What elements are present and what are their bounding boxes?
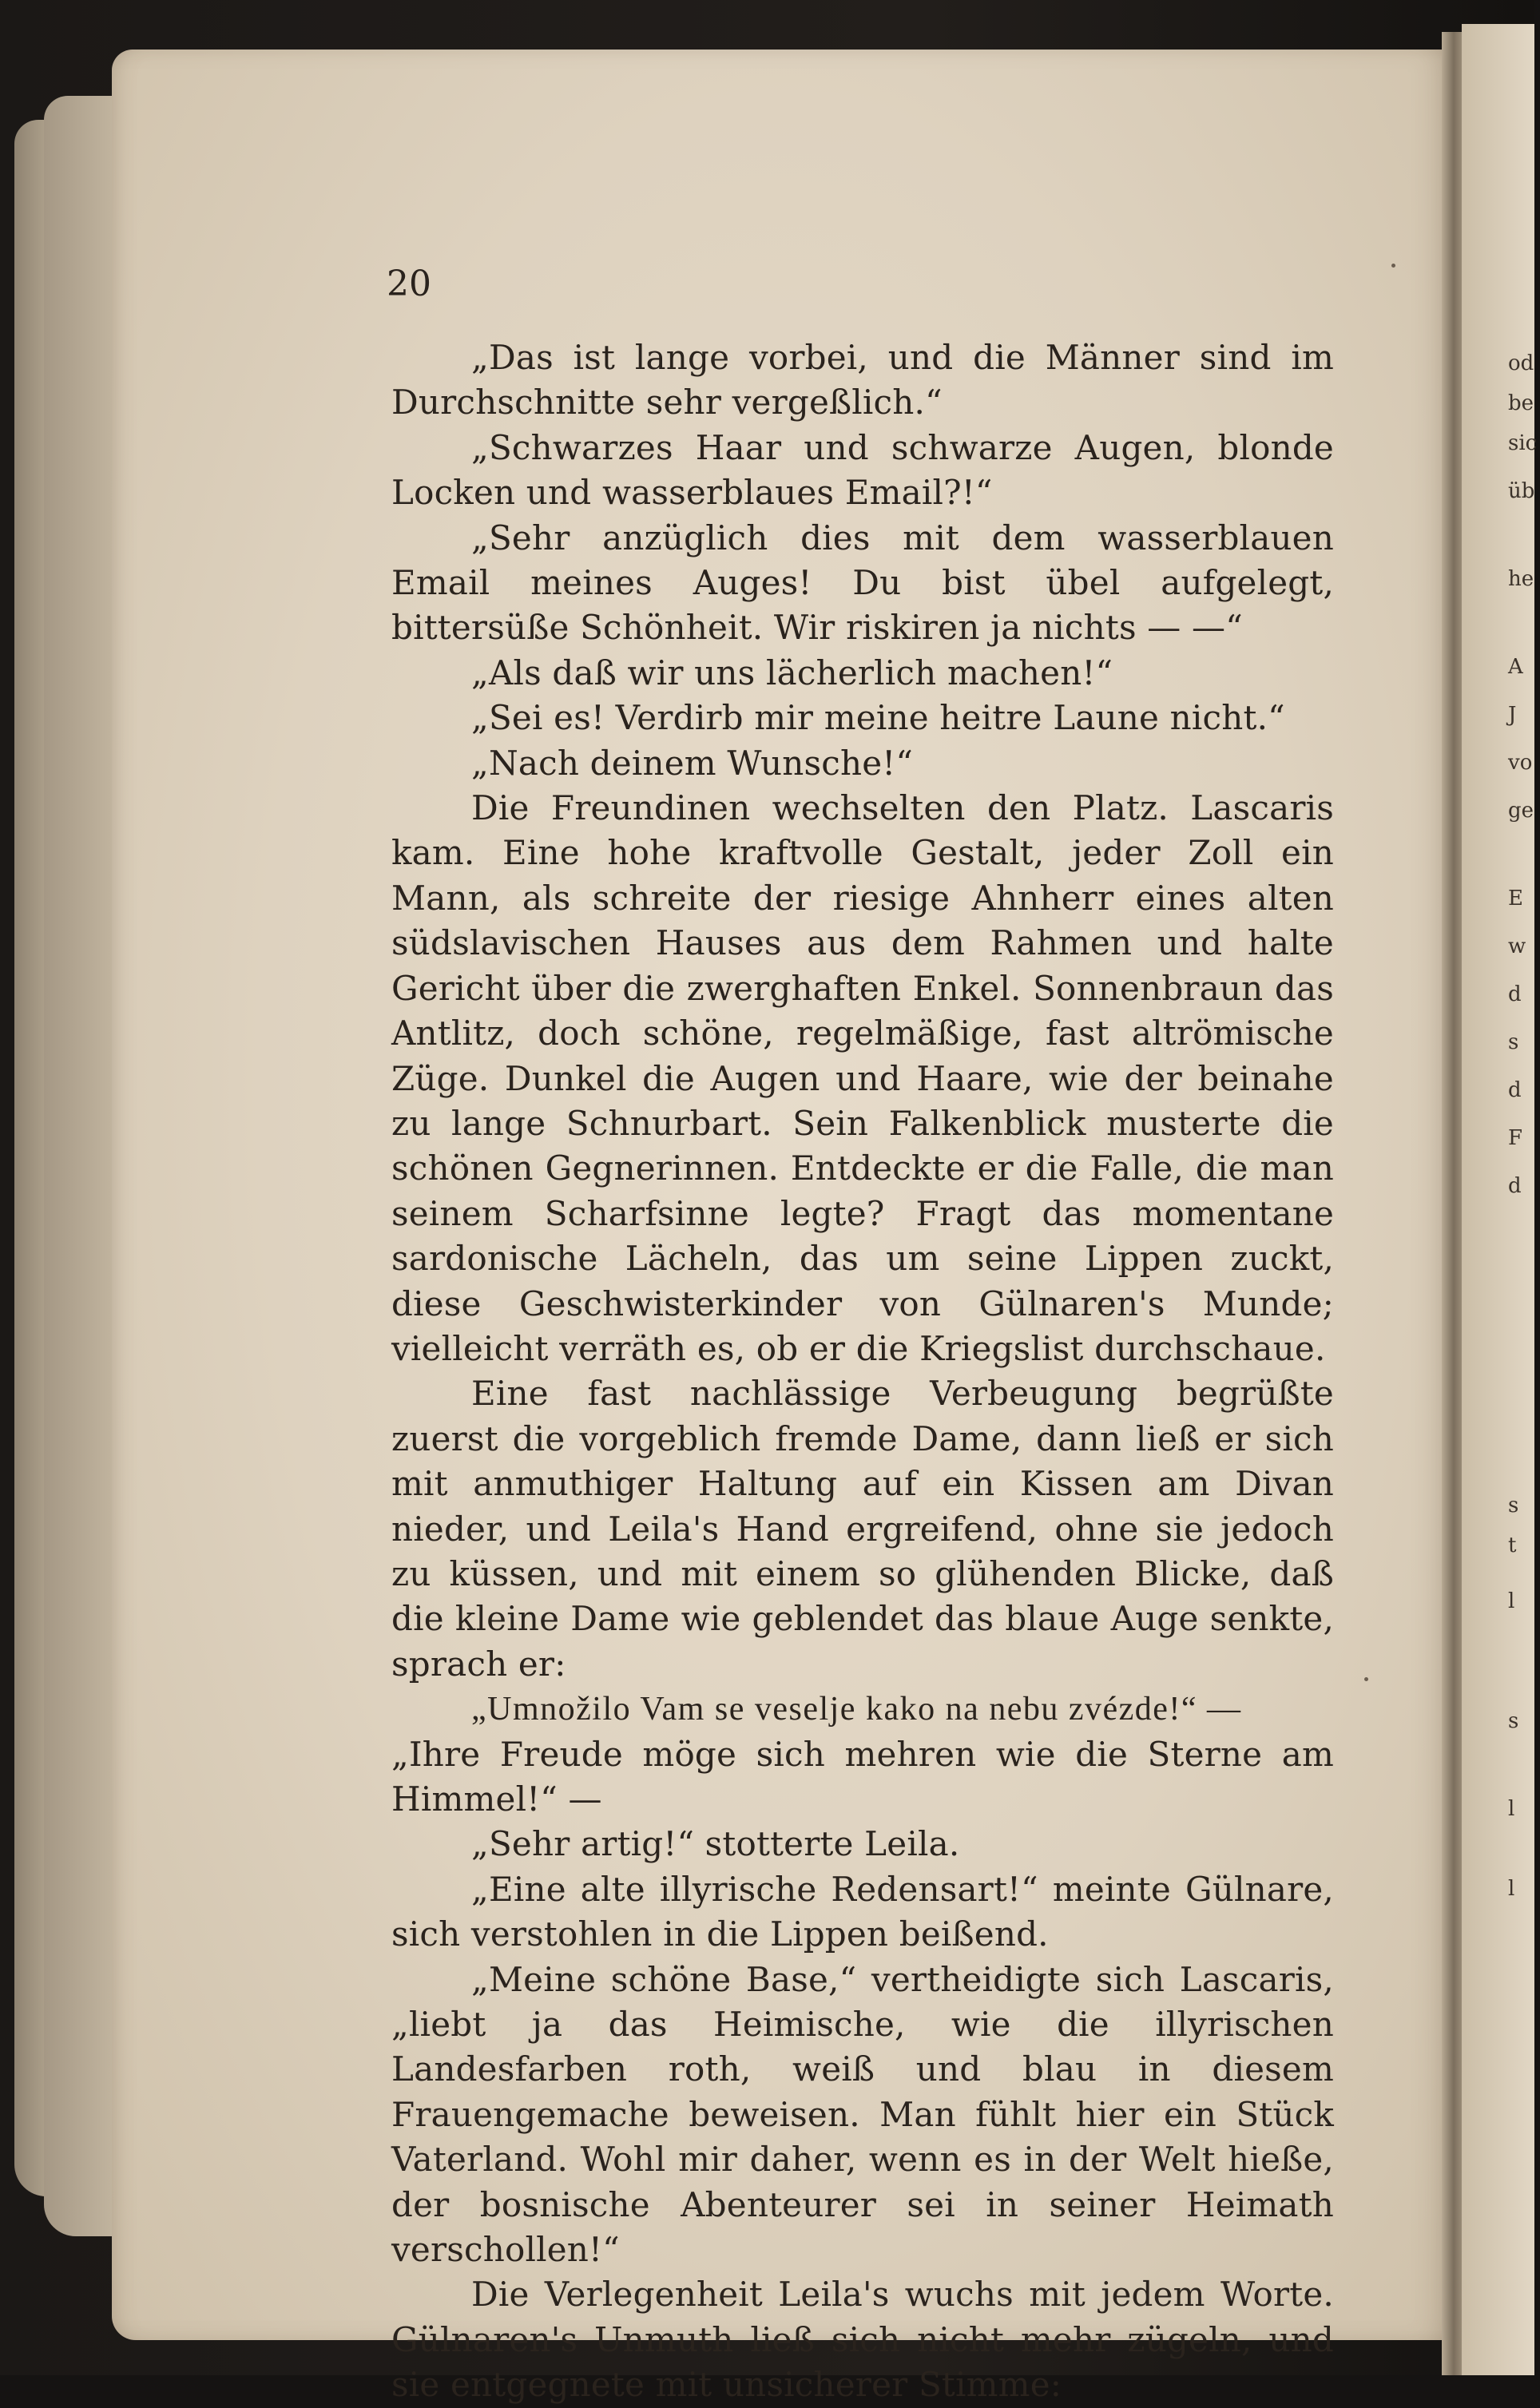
facing-page-fragment: A <box>1508 655 1523 679</box>
facing-page-fragment: t <box>1508 1533 1517 1557</box>
facing-page-fragment: od <box>1508 351 1534 375</box>
paragraph-4: „Als daß wir uns lächerlich machen!“ <box>471 653 1113 692</box>
paragraph-8: Eine fast nachlässige Verbeugung begrüßte zuerst die vorgeblich fremde Dame, dann ließ er sich mit anmuthiger Haltung auf ein Kissen am Divan nieder, und Leila's Hand ergreifend, ohne sie jedoch zu küssen, und mit einem so glühenden Blicke, daß die kleine Dame wie geblendet das blaue Auge senkte, sprach er: <box>391 1374 1334 1684</box>
facing-page-fragment: E <box>1508 887 1523 910</box>
page-number: 20 <box>387 264 431 304</box>
facing-page-fragment: d <box>1508 1078 1522 1102</box>
facing-page-fragment: s <box>1508 1494 1519 1517</box>
facing-page-fragment: J <box>1508 703 1517 727</box>
paragraph-7: Die Freundinen wechselten den Platz. Lascaris kam. Eine hohe kraftvolle Gestalt, jeder Zoll ein Mann, als schreite der riesige Ahnherr eines alten südslavischen Hauses aus dem Rahmen und halte Gericht über die zwerghaften Enkel. Sonnenbraun das Antlitz, doch schöne, regelmäßige, fast altrömische Züge. Dunkel die Augen und Haare, wie der beinahe zu lange Schnurbart. Sein Falkenblick musterte die schönen Gegnerinnen. Entdeckte er die Falle, die man seinem Scharfsinne legte? Fragt das momentane sardonische Lächeln, das um seine Lippen zuckt, diese Geschwisterkinder von Gülnaren's Munde; vielleicht verräth es, ob er die Kriegslist durchschaue. <box>391 788 1334 1368</box>
facing-page-fragment: he <box>1508 567 1534 591</box>
paragraph-2: „Schwarzes Haar und schwarze Augen, blonde Locken und wasserblaues Email?!“ <box>391 427 1334 513</box>
paragraph-5: „Sei es! Verdirb mir meine heitre Laune nicht.“ <box>471 698 1285 738</box>
facing-page-fragment: s <box>1508 1030 1519 1054</box>
facing-page-fragment: be <box>1508 391 1534 415</box>
facing-page <box>1462 24 1534 2375</box>
text-block <box>391 256 1334 2408</box>
facing-page-fragment: F <box>1508 1126 1523 1150</box>
paragraph-13: „Meine schöne Base,“ vertheidigte sich Lascaris, „liebt ja das Heimische, wie die illyrischen Landesfarben roth, weiß und blau in diesem Frauengemache beweisen. Man fühlt hier ein Stück Vaterland. Wohl mir daher, wenn es in der Welt hieße, der bosnische Abenteurer sei in seiner Heimath verschollen!“ <box>391 1959 1334 2270</box>
paragraph-14: Die Verlegenheit Leila's wuchs mit jedem Worte. Gülnaren's Unmuth ließ sich nicht mehr zügeln, und sie entgegnete mit unsicherer Stimme: <box>391 2275 1334 2405</box>
facing-page-fragment: w <box>1508 934 1526 958</box>
facing-page-fragment: l <box>1508 1589 1515 1613</box>
paragraph-3: „Sehr anzüglich dies mit dem wasserblauen Email meines Auges! Du bist übel aufgelegt, bittersüße Schönheit. Wir riskiren ja nichts — —“ <box>391 518 1334 648</box>
facing-page-fragment: l <box>1508 1797 1515 1821</box>
paragraph-1: „Das ist lange vorbei, und die Männer sind im Durchschnitte sehr vergeßlich.“ <box>391 338 1334 422</box>
paragraph-11: „Sehr artig!“ stotterte Leila. <box>471 1824 960 1864</box>
facing-page-fragment: l <box>1508 1877 1515 1901</box>
paragraph-10: „Ihre Freude möge sich mehren wie die Sterne am Himmel!“ — <box>391 1734 1334 1819</box>
facing-page-fragment: ge <box>1508 799 1534 823</box>
facing-page-fragment: s <box>1508 1709 1519 1733</box>
paragraph-9: „Umnožilo Vam se veselje kako na nebu zvézde!“ — <box>471 1691 1242 1728</box>
facing-page-fragment: d <box>1508 982 1522 1006</box>
paragraph-6: „Nach deinem Wunsche!“ <box>471 743 914 783</box>
foxing-spot <box>1364 1677 1368 1681</box>
top-spacer <box>391 256 1334 335</box>
facing-page-fragment: vo <box>1508 751 1533 775</box>
facing-page-fragment: d <box>1508 1174 1522 1198</box>
facing-page-fragment: üb <box>1508 479 1535 503</box>
paragraph-12: „Eine alte illyrische Redensart!“ meinte Gülnare, sich verstohlen in die Lippen beißend. <box>391 1869 1334 1954</box>
facing-page-fragment: sic <box>1508 431 1538 455</box>
foxing-spot <box>1391 264 1395 268</box>
